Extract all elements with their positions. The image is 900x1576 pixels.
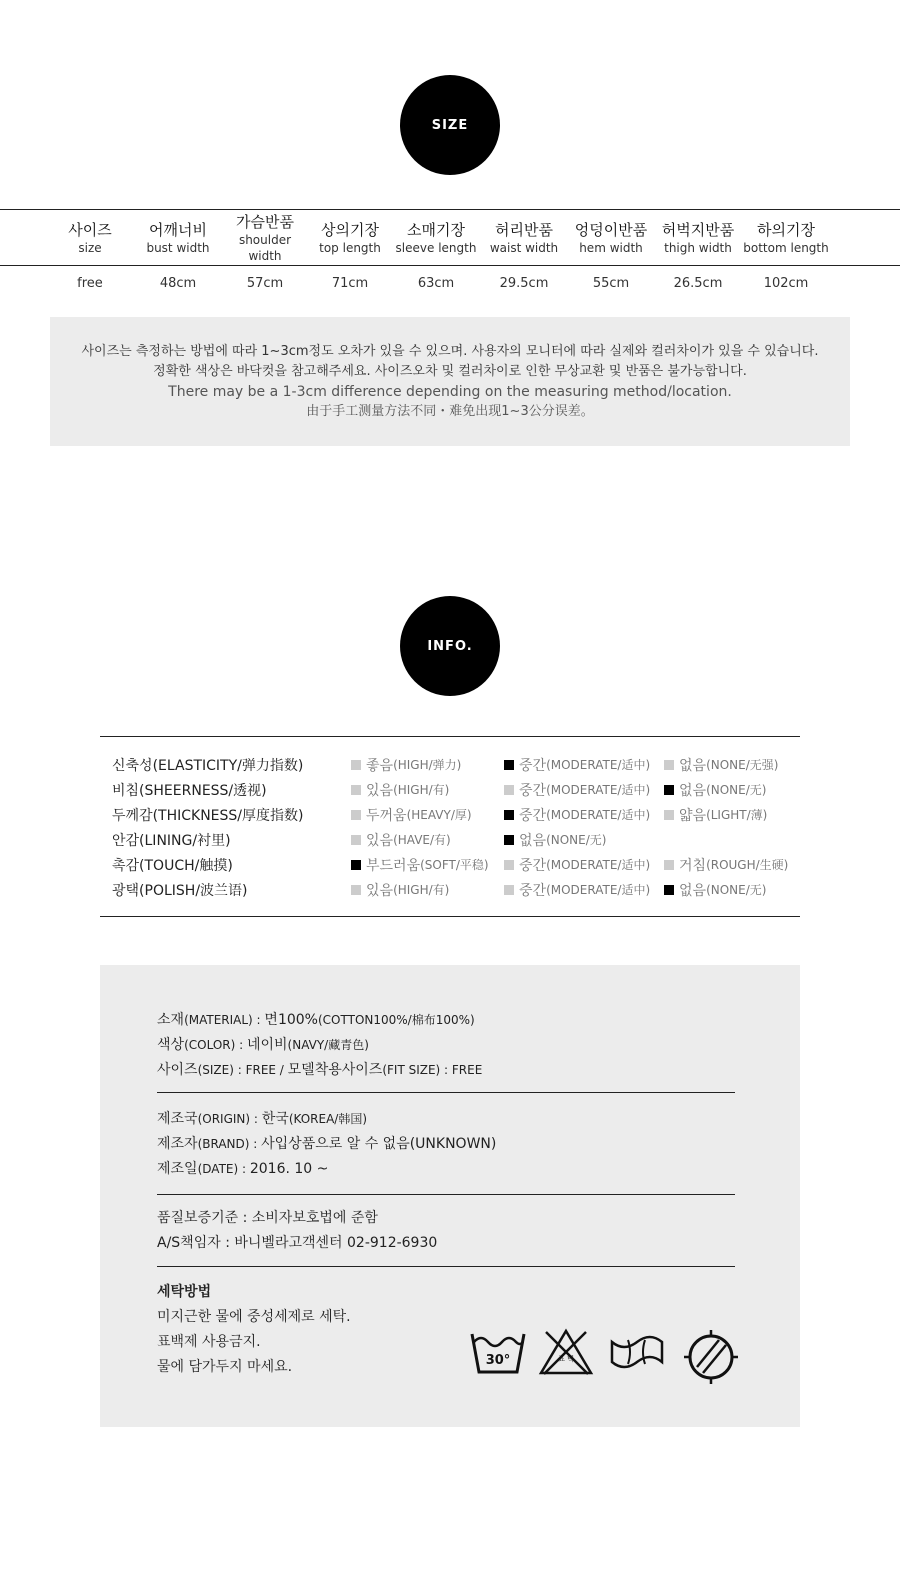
- header-cell: 상의기장 top length: [319, 220, 381, 255]
- size-cell: 26.5cm: [673, 275, 723, 291]
- option-sublabel: (MODERATE/适中): [546, 883, 651, 897]
- option-label: 두꺼움: [366, 807, 407, 824]
- unchecked-square-icon: [504, 885, 514, 895]
- notice-line: There may be a 1-3cm difference depending on the measuring method/location.: [168, 383, 732, 400]
- info-row: [100, 752, 800, 777]
- size-cell: free: [77, 275, 103, 291]
- wash-30-icon: [470, 1328, 526, 1376]
- info-label: 안감(LINING/衬里): [112, 832, 231, 849]
- option-label: 부드러움: [366, 857, 421, 874]
- info-label: 신축성(ELASTICITY/弹力指数): [112, 757, 304, 774]
- header-cell: 사이즈 size: [68, 220, 112, 255]
- fabric-info-table: [100, 736, 800, 917]
- header-cell: 소매기장 sleeve length: [395, 220, 477, 255]
- warranty-line: 품질보증기준 : 소비자보호법에 준함: [157, 1210, 378, 1226]
- option-label: 중간: [519, 757, 547, 774]
- color-line: 색상(COLOR) : 네이비(NAVY/藏青色): [157, 1037, 369, 1053]
- size-line: 사이즈(SIZE) : FREE / 모델착용사이즈(FIT SIZE) : FREE: [157, 1062, 483, 1078]
- info-option: [351, 805, 504, 825]
- washing-title: 세탁방법: [157, 1284, 212, 1300]
- info-option-selected: [504, 805, 664, 825]
- option-sublabel: (NONE/无): [706, 883, 767, 897]
- do-not-wring-icon: [608, 1328, 666, 1376]
- size-cell: 57cm: [246, 275, 284, 291]
- notice-line: 由于手工测量方法不同・难免出现1~3公分误差。: [306, 403, 594, 419]
- option-sublabel: (SOFT/平稳): [420, 858, 489, 872]
- header-cell: 엉덩이반품 hem width: [574, 220, 648, 255]
- size-table-header: [0, 209, 900, 266]
- option-sublabel: (ROUGH/生硬): [706, 858, 789, 872]
- option-sublabel: (HIGH/有): [393, 783, 450, 797]
- checked-square-icon: [504, 760, 514, 770]
- info-label: 두께감(THICKNESS/厚度指数): [112, 807, 304, 824]
- warranty-section: [157, 1206, 737, 1256]
- washing-line: 미지근한 물에 중성세제로 세탁.: [157, 1309, 351, 1325]
- checked-square-icon: [664, 885, 674, 895]
- option-label: 중간: [519, 857, 547, 874]
- info-option: [351, 880, 504, 900]
- option-sublabel: (NONE/无强): [706, 758, 779, 772]
- washing-line: 표백제 사용금지.: [157, 1334, 261, 1350]
- info-label: 비침(SHEERNESS/透视): [112, 782, 267, 799]
- option-label: 없음: [519, 832, 547, 849]
- unchecked-square-icon: [664, 860, 674, 870]
- as-contact-line: A/S책임자 : 바니벨라고객센터 02-912-6930: [157, 1235, 438, 1251]
- unchecked-square-icon: [351, 835, 361, 845]
- info-row: [100, 877, 800, 902]
- info-option: [351, 830, 504, 850]
- unchecked-square-icon: [351, 885, 361, 895]
- unchecked-square-icon: [664, 760, 674, 770]
- size-cell: 63cm: [417, 275, 455, 291]
- option-sublabel: (LIGHT/薄): [706, 808, 768, 822]
- svg-text:30°: 30°: [485, 1353, 511, 1368]
- no-bleach-icon: [538, 1328, 594, 1376]
- unchecked-square-icon: [504, 785, 514, 795]
- do-not-tumble-dry-icon: [682, 1328, 740, 1386]
- origin-line: 제조국(ORIGIN) : 한국(KOREA/韩国): [157, 1111, 368, 1127]
- option-sublabel: (MODERATE/适中): [546, 808, 651, 822]
- info-option: [504, 880, 664, 900]
- info-option: [504, 780, 664, 800]
- info-option-selected: [504, 830, 664, 850]
- option-label: 없음: [679, 782, 707, 799]
- option-sublabel: (MODERATE/适中): [546, 758, 651, 772]
- info-option: [664, 755, 800, 775]
- option-label: 있음: [366, 832, 394, 849]
- option-sublabel: (HIGH/有): [393, 883, 450, 897]
- option-sublabel: (MODERATE/适中): [546, 783, 651, 797]
- option-sublabel: (NONE/无): [546, 833, 607, 847]
- header-cell: 가슴반품 shoulder width: [236, 212, 294, 263]
- header-cell: 허리반품 waist width: [489, 220, 559, 255]
- info-row: [100, 777, 800, 802]
- size-table-row: [0, 266, 900, 300]
- info-label: 광택(POLISH/波兰语): [112, 882, 248, 899]
- size-cell: 55cm: [592, 275, 630, 291]
- notice-line: 정확한 색상은 바닥컷을 참고해주세요. 사이즈오차 및 컬러차이로 인한 무상교환 및 반품은 불가능합니다.: [153, 363, 747, 379]
- notice-line: 사이즈는 측정하는 방법에 따라 1~3cm정도 오차가 있을 수 있으며. 사용자의 모니터에 따라 실제와 컬러차이가 있을 수 있습니다.: [81, 343, 819, 359]
- option-sublabel: (HIGH/弹力): [393, 758, 462, 772]
- checked-square-icon: [351, 860, 361, 870]
- info-option: [664, 805, 800, 825]
- size-cell: 48cm: [159, 275, 197, 291]
- size-cell: 71cm: [331, 275, 369, 291]
- info-row: [100, 827, 800, 852]
- divider: [157, 1266, 735, 1267]
- info-row: [100, 802, 800, 827]
- info-option: [504, 855, 664, 875]
- option-label: 중간: [519, 882, 547, 899]
- unchecked-square-icon: [504, 860, 514, 870]
- option-label: 있음: [366, 882, 394, 899]
- unchecked-square-icon: [351, 760, 361, 770]
- divider: [157, 1194, 735, 1195]
- size-badge: SIZE: [400, 75, 500, 175]
- checked-square-icon: [664, 785, 674, 795]
- unchecked-square-icon: [351, 810, 361, 820]
- date-line: 제조일(DATE) : 2016. 10 ~: [157, 1161, 329, 1177]
- info-option-selected: [504, 755, 664, 775]
- option-label: 좋음: [366, 757, 394, 774]
- header-cell: 어깨너비 bust width: [146, 220, 210, 255]
- option-label: 거침: [679, 857, 707, 874]
- info-option-selected: [351, 855, 504, 875]
- option-label: 얇음: [679, 807, 707, 824]
- info-option-selected: [664, 880, 800, 900]
- option-label: 있음: [366, 782, 394, 799]
- unchecked-square-icon: [664, 810, 674, 820]
- material-section: [157, 1008, 737, 1083]
- info-option: [351, 755, 504, 775]
- info-label: 촉감(TOUCH/触摸): [112, 857, 233, 874]
- option-sublabel: (NONE/无): [706, 783, 767, 797]
- svg-text:표 백: 표 백: [558, 1355, 574, 1363]
- info-option-selected: [664, 780, 800, 800]
- option-sublabel: (HEAVY/厚): [406, 808, 472, 822]
- header-cell: 허벅지반품 thigh width: [661, 220, 735, 255]
- brand-line: 제조자(BRAND) : 사입상품으로 알 수 없음(UNKNOWN): [157, 1136, 497, 1152]
- info-row: [100, 852, 800, 877]
- divider: [157, 1092, 735, 1093]
- size-table: [0, 209, 900, 300]
- option-sublabel: (MODERATE/适中): [546, 858, 651, 872]
- info-option: [664, 855, 800, 875]
- checked-square-icon: [504, 835, 514, 845]
- header-cell: 하의기장 bottom length: [743, 220, 829, 255]
- size-cell: 29.5cm: [499, 275, 549, 291]
- option-label: 없음: [679, 757, 707, 774]
- size-notice: [50, 317, 850, 446]
- size-cell: 102cm: [763, 275, 809, 291]
- option-label: 중간: [519, 807, 547, 824]
- info-option: [351, 780, 504, 800]
- info-badge: INFO.: [400, 596, 500, 696]
- care-icons: [470, 1328, 745, 1388]
- checked-square-icon: [504, 810, 514, 820]
- option-label: 중간: [519, 782, 547, 799]
- product-details: [100, 965, 800, 1427]
- unchecked-square-icon: [351, 785, 361, 795]
- option-sublabel: (HAVE/有): [393, 833, 451, 847]
- origin-section: [157, 1107, 737, 1182]
- washing-line: 물에 담가두지 마세요.: [157, 1359, 293, 1375]
- option-label: 없음: [679, 882, 707, 899]
- material-line: 소재(MATERIAL) : 면100%(COTTON100%/棉布100%): [157, 1012, 475, 1028]
